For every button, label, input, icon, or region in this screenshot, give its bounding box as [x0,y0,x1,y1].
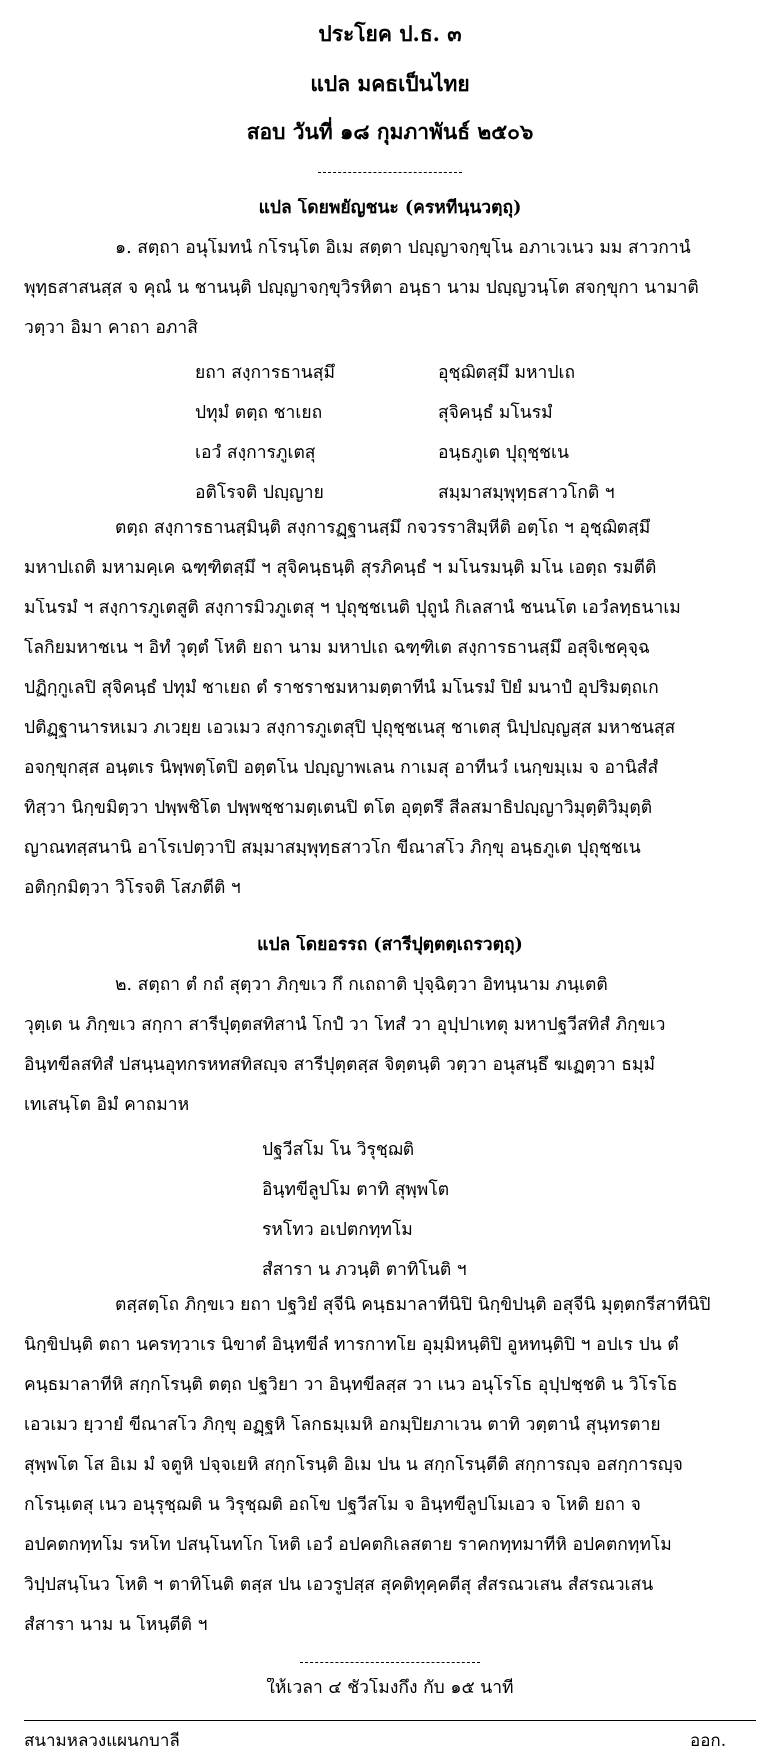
section2-body-line: เอวเมว ยฺวายํ ขีณาสโว ภิกฺขุ อฏฺฐหิ โลกธมฺเมหิ อกมฺปิยภาเวน ตาทิ วตฺตานํ สุนฺทรตาย [24,1415,661,1435]
verse-line: ปฐวีสโม โน วิรุชฺฌติ [262,1140,415,1160]
verse-line: สํสารา น ภวนฺติ ตาทิโนติ ฯ [262,1260,467,1280]
time-allowed: ให้เวลา ๔ ชั่วโมงกึ่ง กับ ๑๕ นาที [266,1678,514,1698]
section1-body-line: ปติฏฺฐานารหเมว ภเวยฺย เอวเมว สงฺการภูเตสุปิ ปุถุชฺชเนสุ ชาเตสุ นิปฺปญฺญสฺส มหาชนสฺส [24,718,676,738]
verse-right: สุจิคนฺธํ มโนรมํ [438,403,553,423]
section2-body-line: ตสฺสตฺโถ ภิกฺขเว ยถา ปฐวิยํ สุจีนิ คนฺธมาลาทีนิปิ นิกฺขิปนฺติ อสุจีนิ มุตฺตกรีสาทีนิปิ [115,1295,711,1315]
closing-divider [300,1662,480,1663]
section1-line: ๑. สตฺถา อนุโมทนํ กโรนฺโต อิเม สตฺตา ปญฺญาจกฺขุโน อภาเวเนว มม สาวกานํ [115,238,691,258]
section2-body-line: สํสารา นาม น โหนฺตีติ ฯ [24,1615,208,1635]
verse-left: ยถา สงฺการธานสฺมึ [195,363,335,383]
exam-title: ประโยค ป.ธ. ๓ [318,21,462,46]
verse-line: อินฺทขีลูปโม ตาทิ สุพฺพโต [262,1180,450,1200]
section1-body-line: ญาณทสฺสนานิ อาโรเปตฺวาปิ สมฺมาสมฺพุทฺธสาวโก ขีณาสโว ภิกฺขุ อนฺธภูเต ปุถุชฺชเน [24,838,641,858]
section1-body-line: อจกฺขุกสฺส อนฺตเร นิพฺพตฺโตปิ อตฺตโน ปญฺญาพเลน กาเมสุ อาทีนวํ เนกฺขมฺเม จ อานิสํสํ [24,758,659,778]
exam-date: สอบ วันที่ ๑๘ กุมภาพันธ์ ๒๕๐๖ [246,119,534,144]
verse-line: รหโทว อเปตกทฺทโม [262,1220,413,1240]
section1-body-line: โลกิยมหาชเน ฯ อิทํ วุตฺตํ โหติ ยถา นาม มหาปเถ ฉฑฺฑิเต สงฺการธานสฺมึ อสุจิเชคุจฺฉ [24,638,650,658]
section2-line: เทเสนฺโต อิมํ คาถมาห [24,1095,190,1115]
section2-line: อินฺทขีลสทิสํ ปสนฺนอุทกรหทสทิสญฺจ สารีปุตฺตสฺส จิตฺตนฺติ วตฺวา อนุสนฺธึ ฆเฏตฺวา ธมฺมํ [24,1055,655,1075]
section2-body-line: วิปฺปสนฺโนว โหติ ฯ ตาทิโนติ ตสฺส ปน เอวรูปสฺส สุคติทุคฺคตีสุ สํสรณวเสน สํสรณวเสน [24,1575,654,1595]
section1-line: วตฺวา อิมา คาถา อภาสิ [24,318,198,338]
section1-line: พุทฺธสาสนสฺส จ คุณํ น ชานนฺติ ปญฺญาจกฺขุวิรหิตา อนฺธา นาม ปญฺญวนฺโต สจกฺขุกา นามาติ [24,278,699,298]
verse-left: ปทุมํ ตตฺถ ชาเยถ [195,403,323,423]
exam-subject: แปล มคธเป็นไทย [310,71,470,96]
verse-right: อนฺธภูเต ปุถุชฺชเน [438,443,570,463]
section2-body-line: อปคตกทฺทโม รหโท ปสนฺโนทโก โหติ เอวํ อปคตกิเลสตาย ราคกทฺทมาทีหิ อปคตกทฺทโม [24,1535,672,1555]
footer-issuer: ออก. [690,1731,727,1751]
section1-body-line: อติกฺกมิตฺวา วิโรจติ โสภตีติ ฯ [24,878,241,898]
section2-body-line: นิกฺขิปนฺติ ตถา นครทฺวาเร นิขาตํ อินฺทขีลํ ทารกาทโย อุมฺมิหนฺติปิ อูหทนฺติปิ ฯ อปเร ปน ตํ [24,1335,679,1355]
section1-body-line: ทิสฺวา นิกฺขมิตฺวา ปพฺพชิโต ปพฺพชฺชามตฺเตนปิ ตโต อุตฺตรึ สีลสมาธิปญฺญาวิมุตฺติวิมุตฺติ [24,798,653,818]
section1-body-line: มโนรมํ ฯ สงฺการภูเตสูติ สงฺการมิวภูเตสุ ฯ ปุถุชฺชเนติ ปุถูนํ กิเลสานํ ชนนโต เอวํลทฺธนาเม [24,598,681,618]
section2-line: วุตฺเต น ภิกฺขเว สกฺกา สารีปุตฺตสทิสานํ โกปํ วา โทสํ วา อุปฺปาเทตุ มหาปฐวีสทิสํ ภิกฺขเว [24,1015,666,1035]
verse-right: อุชฺฌิตสฺมึ มหาปเถ [438,363,576,383]
section2-body-line: กโรนฺเตสุ เนว อนุรุชฺฌติ น วิรุชฺฌติ อถโข ปฐวีสโม จ อินฺทขีลูปโมเอว จ โหติ ยถา จ [24,1495,641,1515]
header-divider [318,172,462,173]
verse-left: อติโรจติ ปญฺญาย [195,483,324,503]
section2-body-line: สุพฺพโต โส อิเม มํ จตูหิ ปจฺจเยหิ สกฺกโรนฺติ อิเม ปน น สกฺกโรนฺตีติ สกฺการญฺจ อสกฺการญฺจ [24,1455,683,1475]
footer-rule [24,1720,756,1721]
section2-body-line: คนฺธมาลาทีหิ สกฺกโรนฺติ ตตฺถ ปฐวิยา วา อินฺทขีลสฺส วา เนว อนุโรโธ อุปฺปชฺชติ น วิโรโธ [24,1375,678,1395]
verse-left: เอวํ สงฺการภูเตสุ [195,443,316,463]
section1-heading: แปล โดยพยัญชนะ (ครหทีนฺนวตฺถุ) [258,198,522,218]
section1-body-line: ปฏิกฺกูเลปิ สุจิคนฺธํ ปทุมํ ชาเยถ ตํ ราชราชมหามตฺตาทีนํ มโนรมํ ปิยํ มนาปํ อุปริมตฺถเก [24,678,659,698]
verse-right: สมฺมาสมฺพุทฺธสาวโกติ ฯ [438,483,615,503]
section1-body-line: ตตฺถ สงฺการธานสฺมินฺติ สงฺการฏฺฐานสฺมึ กจวรราสิมฺหีติ อตฺโถ ฯ อุชฺฌิตสฺมึ [115,518,651,538]
footer-location: สนามหลวงแผนกบาลี [24,1731,180,1751]
section2-line: ๒. สตฺถา ตํ กถํ สุตฺวา ภิกฺขเว กึ กเถถาติ ปุจฺฉิตฺวา อิทนฺนาม ภนฺเตติ [115,975,608,995]
section2-heading: แปล โดยอรรถ (สารีปุตฺตตฺเถรวตฺถุ) [257,935,523,955]
section1-body-line: มหาปเถติ มหามคฺเค ฉฑฺฑิตสฺมึ ฯ สุจิคนฺธนฺติ สุรภิคนฺธํ ฯ มโนรมนฺติ มโน เอตฺถ รมตีติ [24,558,657,578]
